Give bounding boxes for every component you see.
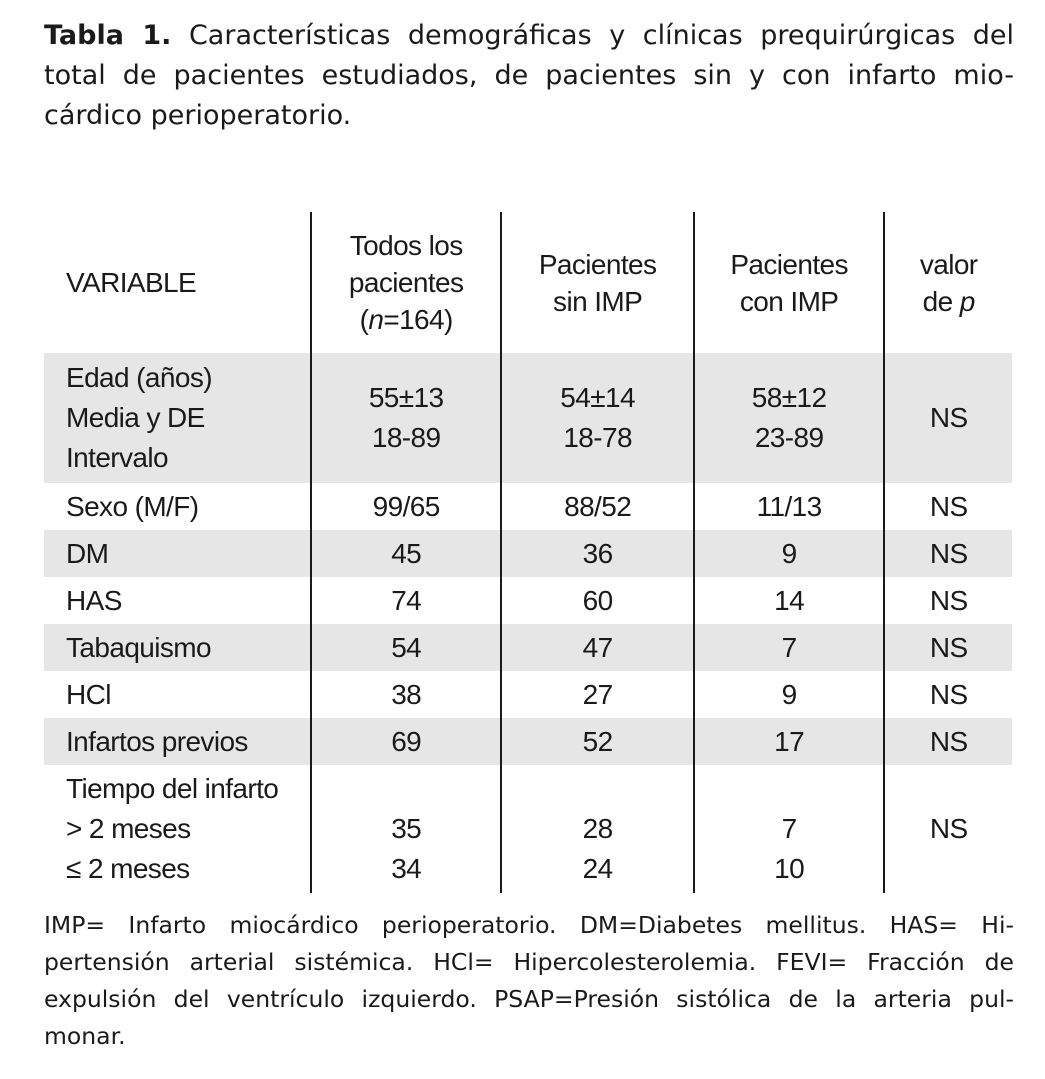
cell-dm-label: DM	[44, 530, 311, 577]
cell-hcl-p: NS	[884, 671, 1012, 718]
demographics-table	[44, 212, 1012, 893]
tiempo-label-3: ≤ 2 meses	[66, 853, 190, 884]
tiempo-sin-le2: 24	[582, 853, 613, 884]
cell-has-p: NS	[884, 577, 1012, 624]
cell-hcl-todos: 38	[311, 671, 501, 718]
cell-infartos-p: NS	[884, 718, 1012, 765]
cell-edad-label	[44, 353, 311, 483]
edad-label-2: Media y DE	[66, 402, 205, 433]
cell-tiempo-con	[694, 765, 885, 893]
cell-has-sin: 60	[501, 577, 693, 624]
edad-con-mean: 58±12	[751, 382, 827, 413]
cell-tabaquismo-sin: 47	[501, 624, 693, 671]
cell-infartos-todos: 69	[311, 718, 501, 765]
header-todos-n: n	[368, 304, 384, 335]
cell-edad-p: NS	[884, 353, 1012, 483]
cell-tabaquismo-p: NS	[884, 624, 1012, 671]
tiempo-label-2: > 2 meses	[66, 813, 191, 844]
table-row-hcl	[44, 671, 1012, 718]
table-row-infartos-previos	[44, 718, 1012, 765]
header-con-line2: con IMP	[739, 285, 839, 317]
table-header-row	[44, 212, 1012, 353]
caption-label: Tabla 1.	[44, 20, 172, 51]
cell-infartos-sin: 52	[501, 718, 693, 765]
header-variable: VARIABLE	[66, 267, 197, 298]
cell-tiempo-p: NS	[884, 765, 1012, 893]
header-sin-line2: sin IMP	[553, 285, 643, 317]
header-todos-count: =164)	[383, 304, 453, 335]
cell-dm-sin: 36	[501, 530, 693, 577]
tiempo-con-spacer	[695, 769, 884, 809]
cell-hcl-label: HCl	[66, 678, 111, 710]
cell-tiempo-todos	[311, 765, 501, 893]
cell-sexo-todos: 99/65	[311, 483, 501, 530]
header-todos-line2: pacientes	[348, 267, 464, 298]
footnote-line-1: IMP= Infarto miocárdico perioperatorio. DM=Diabetes mellitus. HAS= Hi-	[44, 911, 1014, 939]
header-p-line1: valor	[919, 248, 978, 280]
table-footnote	[44, 907, 1014, 1055]
caption-text-1: Características demográficas y clínicas prequirúrgicas del	[171, 20, 1014, 51]
cell-tabaquismo-label: Tabaquismo	[44, 624, 311, 671]
tiempo-todos-spacer	[312, 769, 500, 809]
footnote-line-2: pertensión arterial sistémica. HCl= Hipercolesterolemia. FEVI= Fracción de	[44, 948, 1014, 976]
caption-line-3: cárdico perioperatorio.	[44, 100, 352, 131]
edad-sin-mean: 54±14	[560, 382, 635, 413]
cell-dm-todos: 45	[311, 530, 501, 577]
table-row-tabaquismo	[44, 624, 1012, 671]
cell-hcl-sin: 27	[501, 671, 693, 718]
caption-line-1	[44, 16, 1014, 56]
header-todos-open: (	[359, 304, 369, 335]
cell-dm-con: 9	[694, 530, 885, 577]
table-row-dm	[44, 530, 1012, 577]
tiempo-todos-le2: 34	[391, 853, 422, 884]
edad-label-3: Intervalo	[66, 442, 168, 473]
cell-tabaquismo-todos: 54	[311, 624, 501, 671]
table-row-tiempo-infarto	[44, 765, 1012, 893]
cell-infartos-con: 17	[694, 718, 885, 765]
table-row-edad	[44, 353, 1012, 483]
cell-infartos-label: Infartos previos	[44, 718, 311, 765]
edad-todos-mean: 55±13	[368, 382, 444, 413]
cell-tiempo-label	[44, 765, 311, 893]
cell-edad-con	[694, 353, 885, 483]
edad-con-range: 23-89	[754, 422, 824, 453]
cell-tiempo-sin	[501, 765, 693, 893]
header-p-value	[884, 212, 1012, 353]
tiempo-sin-spacer	[502, 769, 692, 809]
edad-label-1: Edad (años)	[66, 362, 212, 393]
cell-has-label: HAS	[66, 584, 122, 616]
table-row-has	[44, 577, 1012, 624]
header-todos-line1: Todos los	[349, 230, 463, 261]
cell-sexo-con: 11/13	[694, 483, 885, 530]
cell-hcl-con: 9	[694, 671, 885, 718]
header-sin-line1: Pacientes	[538, 248, 657, 280]
footnote-line-3: expulsión del ventrículo izquierdo. PSAP=Presión sistólica de la arteria pul-	[44, 985, 1014, 1013]
tiempo-todos-gt2: 35	[391, 813, 422, 844]
tiempo-label-1: Tiempo del infarto	[66, 773, 279, 804]
cell-edad-sin	[501, 353, 693, 483]
cell-sexo-p: NS	[884, 483, 1012, 530]
header-p-italic: p	[959, 285, 975, 317]
tiempo-con-le2: 10	[774, 853, 805, 884]
edad-todos-range: 18-89	[371, 422, 441, 453]
tiempo-con-gt2: 7	[781, 813, 797, 844]
caption-line-2: total de pacientes estudiados, de pacientes sin y con infarto mio-	[44, 60, 1014, 91]
footnote-line-4: monar.	[44, 1022, 126, 1050]
table-caption	[44, 16, 1014, 136]
header-con-line1: Pacientes	[730, 248, 848, 280]
table-row-sexo	[44, 483, 1012, 530]
tiempo-sin-gt2: 28	[582, 813, 613, 844]
edad-sin-range: 18-78	[563, 422, 632, 453]
cell-dm-p: NS	[884, 530, 1012, 577]
cell-edad-todos	[311, 353, 501, 483]
cell-sexo-label: Sexo (M/F)	[66, 490, 199, 522]
header-todos	[311, 212, 501, 353]
header-con-imp	[694, 212, 885, 353]
cell-tabaquismo-con: 7	[694, 624, 885, 671]
header-sin-imp	[501, 212, 693, 353]
cell-sexo-sin: 88/52	[501, 483, 693, 530]
header-p-prefix: de	[922, 285, 960, 317]
cell-has-todos: 74	[311, 577, 501, 624]
cell-has-con: 14	[694, 577, 885, 624]
